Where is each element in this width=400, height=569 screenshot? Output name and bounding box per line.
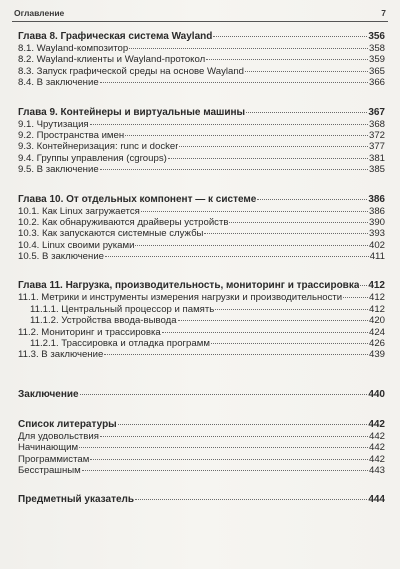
leader-dots	[141, 211, 368, 212]
toc-subentry[interactable]	[18, 338, 385, 349]
toc-entry[interactable]	[18, 292, 385, 303]
table-of-contents	[18, 30, 385, 506]
toc-entry-title: 8.1. Wayland-композитор	[18, 43, 129, 54]
toc-entry-title: 10.4. Linux своими руками	[18, 239, 135, 251]
spacer	[18, 176, 385, 193]
leader-dots	[245, 71, 368, 72]
toc-chapter-title: Заключение	[18, 388, 79, 400]
toc-page-number: 358	[368, 43, 385, 54]
toc-page-number: 359	[368, 54, 385, 66]
toc-entry[interactable]	[18, 228, 385, 239]
toc-chapter-10[interactable]	[18, 193, 385, 206]
toc-chapter-title: Глава 8. Графическая система Wayland	[18, 31, 213, 42]
toc-entry-title: 9.5. В заключение	[18, 164, 99, 176]
toc-chapter-title: Глава 10. От отдельных компонент — к системе	[18, 193, 257, 205]
toc-entry[interactable]	[18, 454, 385, 465]
toc-page-number: 393	[368, 228, 385, 240]
toc-page-number: 442	[368, 430, 385, 442]
toc-entry-title: 9.2. Пространства имен	[18, 129, 125, 141]
toc-page-number: 365	[368, 65, 385, 77]
toc-entry-title: 8.2. Wayland-клиенты и Wayland-протокол	[18, 54, 206, 66]
toc-entry-title: 9.4. Группы управления (cgroups)	[18, 152, 167, 164]
toc-entry-title: 11.1.1. Центральный процессор и память	[30, 303, 215, 315]
toc-entry[interactable]	[18, 217, 385, 228]
toc-page-number: 424	[368, 326, 385, 338]
toc-subentry[interactable]	[18, 315, 385, 326]
toc-entry[interactable]	[18, 431, 385, 442]
leader-dots	[229, 222, 368, 223]
spacer	[18, 262, 385, 279]
leader-dots	[105, 256, 369, 257]
toc-page-number: 442	[368, 442, 385, 454]
toc-page-number: 385	[368, 164, 385, 176]
toc-entry[interactable]	[18, 164, 385, 175]
toc-page-number: 402	[368, 239, 385, 251]
toc-entry-title: 11.1.2. Устройства ввода-вывода	[30, 315, 177, 327]
toc-entry-title: 8.4. В заключение	[18, 77, 99, 89]
toc-entry-title: 10.1. Как Linux загружается	[18, 205, 140, 217]
toc-page-number: 412	[368, 303, 385, 315]
toc-page-number: 440	[368, 388, 385, 400]
leader-dots	[90, 459, 368, 460]
toc-entry[interactable]	[18, 251, 385, 262]
leader-dots	[135, 245, 368, 246]
toc-page-number: 377	[368, 141, 385, 153]
toc-page-number: 412	[368, 280, 385, 292]
running-head-title: Оглавление	[14, 8, 65, 18]
toc-page-number: 442	[368, 418, 385, 430]
leader-dots	[100, 169, 368, 170]
spacer	[18, 401, 385, 418]
toc-chapter-title: Предметный указатель	[18, 494, 135, 506]
running-head	[14, 4, 386, 18]
toc-entry[interactable]	[18, 66, 385, 77]
toc-entry-title: Бесстрашным	[18, 464, 81, 476]
leader-dots	[162, 332, 368, 333]
toc-entry-title: 9.1. Чрутизация	[18, 118, 89, 130]
leader-dots	[90, 124, 368, 125]
toc-entry[interactable]	[18, 442, 385, 453]
leader-dots	[118, 424, 368, 425]
leader-dots	[79, 447, 368, 448]
toc-chapter-8[interactable]	[18, 30, 385, 43]
toc-page-number: 381	[368, 152, 385, 164]
toc-page-number: 390	[368, 216, 385, 228]
toc-entry-title: Программистам	[18, 453, 90, 465]
leader-dots	[82, 470, 368, 471]
leader-dots	[215, 309, 368, 310]
toc-entry-title: 11.1. Метрики и инструменты измерения нагрузки и производительности	[18, 292, 343, 304]
toc-page-number: 426	[368, 338, 385, 350]
toc-chapter-title: Список литературы	[18, 418, 117, 430]
leader-dots	[125, 135, 368, 136]
toc-page-number: 443	[368, 464, 385, 476]
toc-entry[interactable]	[18, 54, 385, 65]
toc-entry-title: 10.2. Как обнаруживаются драйверы устройств	[18, 216, 229, 228]
toc-chapter-title: Глава 11. Нагрузка, производительность, мониторинг и трассировка	[18, 280, 360, 292]
leader-dots	[179, 146, 368, 147]
leader-dots	[211, 343, 368, 344]
leader-dots	[178, 320, 368, 321]
leader-dots	[343, 297, 368, 298]
leader-dots	[168, 158, 368, 159]
toc-entry[interactable]	[18, 349, 385, 360]
toc-entry[interactable]	[18, 206, 385, 217]
leader-dots	[360, 285, 367, 286]
header-rule	[12, 21, 388, 22]
leader-dots	[104, 354, 368, 355]
toc-entry-title: Для удовольствия	[18, 430, 99, 442]
toc-literature[interactable]	[18, 418, 385, 431]
leader-dots	[257, 199, 367, 200]
leader-dots	[129, 48, 368, 49]
toc-entry[interactable]	[18, 465, 385, 476]
toc-page-number: 386	[368, 205, 385, 217]
spacer	[18, 476, 385, 493]
toc-entry[interactable]	[18, 119, 385, 130]
toc-page-number: 420	[368, 315, 385, 327]
toc-page-number: 372	[368, 129, 385, 141]
spacer	[18, 89, 385, 106]
toc-page-number: 444	[368, 494, 385, 506]
toc-entry-title: 11.2.1. Трассировка и отладка программ	[30, 338, 210, 350]
running-head-page-number: 7	[381, 8, 386, 18]
toc-page-number: 411	[369, 251, 385, 263]
toc-chapter-title: Глава 9. Контейнеры и виртуальные машины	[18, 106, 246, 118]
toc-entry-title: 10.3. Как запускаются системные службы	[18, 228, 204, 240]
toc-entry[interactable]	[18, 240, 385, 251]
leader-dots	[213, 36, 367, 37]
toc-page-number: 366	[368, 77, 385, 89]
toc-chapter-9[interactable]	[18, 106, 385, 119]
leader-dots	[135, 499, 367, 500]
toc-page-number: 367	[368, 106, 385, 118]
toc-entry-title: 11.2. Мониторинг и трассировка	[18, 326, 161, 338]
toc-entry-title: 8.3. Запуск графической среды на основе Wayland	[18, 65, 245, 77]
leader-dots	[246, 112, 367, 113]
toc-entry[interactable]	[18, 327, 385, 338]
toc-subentry[interactable]	[18, 304, 385, 315]
spacer	[18, 378, 385, 388]
toc-entry-title: Начинающим	[18, 442, 79, 454]
toc-chapter-11[interactable]	[18, 279, 385, 292]
toc-entry-title: 9.3. Контейнеризация: runc и docker	[18, 141, 179, 153]
toc-page-number: 439	[368, 349, 385, 361]
toc-index[interactable]	[18, 493, 385, 506]
toc-conclusion[interactable]	[18, 388, 385, 401]
leader-dots	[100, 82, 368, 83]
leader-dots	[80, 394, 368, 395]
spacer	[18, 361, 385, 378]
toc-page-number: 386	[368, 193, 385, 205]
toc-page-number: 356	[368, 31, 385, 42]
leader-dots	[100, 436, 368, 437]
leader-dots	[204, 233, 368, 234]
toc-entry-title: 10.5. В заключение	[18, 251, 105, 263]
toc-page-number: 368	[368, 118, 385, 130]
toc-page-number: 412	[368, 292, 385, 304]
toc-entry-title: 11.3. В заключение	[18, 349, 104, 361]
toc-entry[interactable]	[18, 77, 385, 88]
toc-entry[interactable]	[18, 130, 385, 141]
toc-entry[interactable]	[18, 141, 385, 152]
leader-dots	[206, 59, 368, 60]
toc-entry[interactable]	[18, 43, 385, 54]
toc-page-number: 442	[368, 453, 385, 465]
toc-entry[interactable]	[18, 153, 385, 164]
